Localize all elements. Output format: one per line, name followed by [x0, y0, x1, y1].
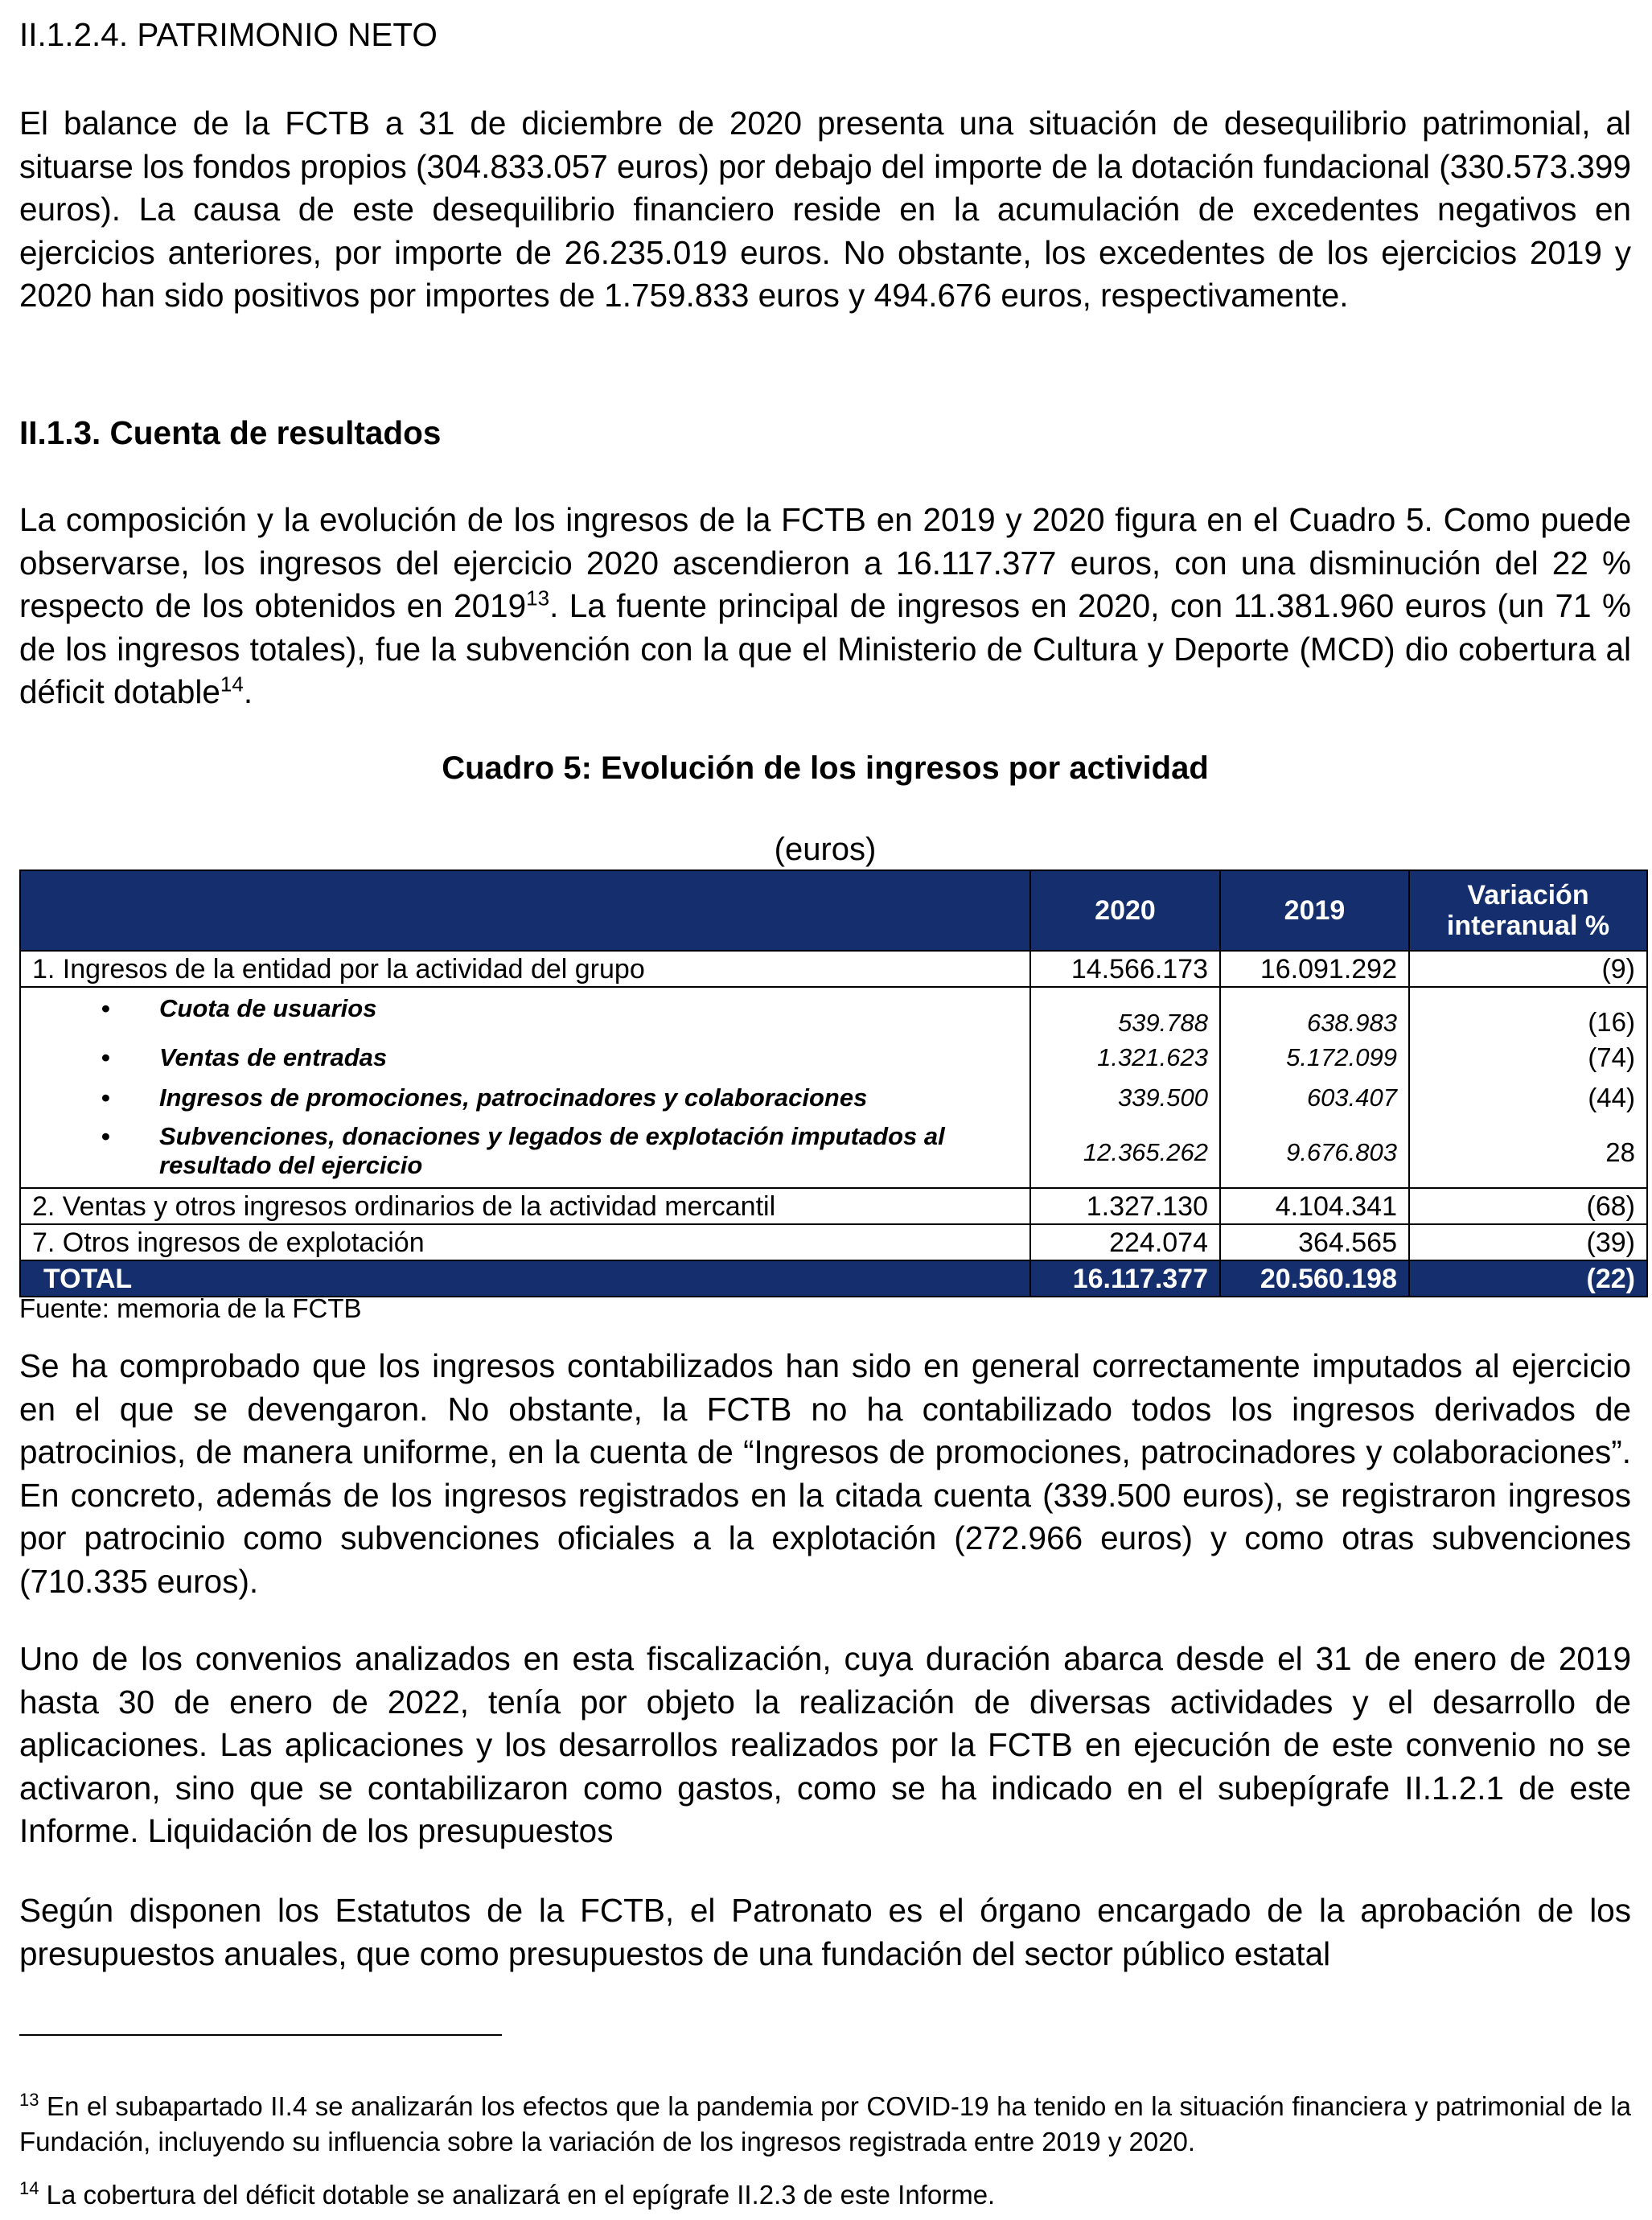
row-variation: (74) — [1409, 1038, 1647, 1078]
total-variation: (22) — [1409, 1260, 1647, 1297]
row-2020: 14.566.173 — [1030, 951, 1220, 987]
bullet-icon: • — [101, 994, 110, 1022]
paragraph-text: Uno de los convenios analizados en esta fiscalización, cuya duración abarca desde el 31 de enero de 2019 hasta 30 de enero de 2022, tenía por objeto la realización de diversas actividades y el desarrollo de aplicaciones. Las aplicaciones y los desarrollos realizados por la FCTB en ejecución de este convenio no se activaron, sino que se contabilizaron como gastos, como se ha indicado en el subepígrafe II.1.2.1 de este Informe. Liquidación de los presupuestos — [19, 1640, 1631, 1849]
bullet-icon: • — [101, 1122, 110, 1150]
row-label: 1. Ingresos de la entidad por la actividad del grupo — [20, 951, 1030, 987]
row-2020: 224.074 — [1030, 1224, 1220, 1260]
bullet-icon: • — [101, 1043, 110, 1071]
table-row — [20, 951, 1647, 987]
table-row — [20, 1118, 1647, 1188]
row-2020: 1.321.623 — [1030, 1038, 1220, 1078]
paragraph-text: La composición y la evolución de los ingresos de la FCTB en 2019 y 2020 figura en el Cuadro 5. Como puede observarse, los ingresos del ejercicio 2020 ascendieron a 16.117.377 euros, con una disminución del 22 % respecto de los obtenidos en 2019 — [19, 501, 1631, 624]
table-row — [20, 1078, 1647, 1118]
table-total-row — [20, 1260, 1647, 1297]
header-2019: 2019 — [1220, 870, 1409, 951]
row-2020: 339.500 — [1030, 1078, 1220, 1118]
section-heading — [19, 14, 1631, 55]
row-2019: 364.565 — [1220, 1224, 1409, 1260]
paragraph-text: . — [243, 673, 253, 710]
row-variation: (68) — [1409, 1188, 1647, 1224]
table-units: (euros) — [774, 832, 877, 867]
table-row — [20, 987, 1647, 1038]
footnote-ref-13[interactable]: 13 — [526, 586, 550, 610]
row-2019: 4.104.341 — [1220, 1188, 1409, 1224]
footnote-divider — [19, 2034, 502, 2036]
total-2019: 20.560.198 — [1220, 1260, 1409, 1297]
table-title-prefix: Cuadro 5 — [442, 750, 581, 786]
row-label: Ingresos de promociones, patrocinadores y colaboraciones — [159, 1083, 868, 1112]
row-2019: 16.091.292 — [1220, 951, 1409, 987]
footnote-text: La cobertura del déficit dotable se analizará en el epígrafe II.2.3 de este Informe. — [39, 2180, 996, 2210]
row-label: Cuota de usuarios — [159, 994, 377, 1022]
footnote-13 — [19, 2089, 1631, 2160]
footnote-number: 13 — [19, 2090, 39, 2110]
footnote-number: 14 — [19, 2178, 39, 2198]
paragraph-patrimonio — [19, 102, 1631, 318]
total-label: TOTAL — [20, 1260, 1030, 1297]
row-variation: (39) — [1409, 1224, 1647, 1260]
paragraph-text: El balance de la FCTB a 31 de diciembre de 2020 presenta una situación de desequilibrio patrimonial, al situarse los fondos propios (304.833.057 euros) por debajo del importe de la dotación fundacional (330.573.399 euros). La causa de este desequilibrio financiero reside en la acumulación de excedentes negativos en ejercicios anteriores, por importe de 26.235.019 euros. No obstante, los excedentes de los ejercicios 2019 y 2020 han sido positivos por importes de 1.759.833 euros y 494.676 euros, respectivamente. — [19, 105, 1631, 314]
paragraph-text: Según disponen los Estatutos de la FCTB, el Patronato es el órgano encargado de la aprobación de los presupuestos anuales, que como presupuestos de una fundación del sector público estatal — [19, 1892, 1631, 1972]
row-label: Subvenciones, donaciones y legados de explotación imputados al resultado del ejercicio — [159, 1122, 945, 1179]
paragraph-patrocinios — [19, 1345, 1631, 1603]
row-label: 2. Ventas y otros ingresos ordinarios de la actividad mercantil — [20, 1188, 1030, 1224]
table-row — [20, 1224, 1647, 1260]
paragraph-text: . La fuente principal de ingresos en 2020, con 11.381.960 euros (un 71 % de los ingresos totales), fue la subvención con la que el Ministerio de Cultura y Deporte (MCD) dio cobertura al déficit dotable — [19, 587, 1631, 710]
paragraph-ingresos — [19, 499, 1631, 714]
section-title: PATRIMONIO NETO — [137, 16, 438, 53]
footnote-14 — [19, 2177, 1631, 2213]
subsection-title: II.1.3. Cuenta de resultados — [19, 414, 442, 451]
paragraph-text: Se ha comprobado que los ingresos contabilizados han sido en general correctamente imputados al ejercicio en el que se devengaron. No obstante, la FCTB no ha contabilizado todos los ingresos derivados de patrocinios, de manera uniforme, en la cuenta de “Ingresos de promociones, patrocinadores y colaboraciones”. En concreto, además de los ingresos registrados en la citada cuenta (339.500 euros), se registraron ingresos por patrocinio como subvenciones oficiales a la explotación (272.966 euros) y como otras subvenciones (710.335 euros). — [19, 1347, 1631, 1600]
row-variation: 28 — [1409, 1118, 1647, 1188]
row-2019: 603.407 — [1220, 1078, 1409, 1118]
table-row — [20, 1188, 1647, 1224]
paragraph-convenios — [19, 1638, 1631, 1853]
footnote-text: En el subapartado II.4 se analizarán los efectos que la pandemia por COVID-19 ha tenido en la situación financiera y patrimonial de la Fundación, incluyendo su influencia sobre la variación de los ingresos registrada entre 2019 y 2020. — [19, 2091, 1631, 2156]
row-2020: 539.788 — [1030, 987, 1220, 1038]
row-label: 7. Otros ingresos de explotación — [20, 1224, 1030, 1260]
row-variation: (16) — [1409, 987, 1647, 1038]
paragraph-presupuestos — [19, 1889, 1631, 1975]
bullet-icon: • — [101, 1083, 110, 1112]
total-2020: 16.117.377 — [1030, 1260, 1220, 1297]
income-table — [19, 870, 1648, 1297]
row-variation: (44) — [1409, 1078, 1647, 1118]
table-row — [20, 1038, 1647, 1078]
section-number: II.1.2.4. — [19, 16, 129, 53]
header-variation: Variación interanual % — [1409, 870, 1647, 951]
row-2020: 1.327.130 — [1030, 1188, 1220, 1224]
row-label: Ventas de entradas — [159, 1043, 388, 1071]
header-label — [20, 870, 1030, 951]
row-2020: 12.365.262 — [1030, 1118, 1220, 1188]
row-2019: 638.983 — [1220, 987, 1409, 1038]
row-2019: 9.676.803 — [1220, 1118, 1409, 1188]
table-header-row — [20, 870, 1647, 951]
subsection-heading — [19, 413, 1631, 453]
table-title — [19, 748, 1631, 788]
header-2020: 2020 — [1030, 870, 1220, 951]
row-2019: 5.172.099 — [1220, 1038, 1409, 1078]
table-title-text: : Evolución de los ingresos por actividad — [581, 750, 1209, 786]
row-variation: (9) — [1409, 951, 1647, 987]
footnote-ref-14[interactable]: 14 — [220, 672, 244, 697]
table-source: Fuente: memoria de la FCTB — [19, 1293, 362, 1323]
